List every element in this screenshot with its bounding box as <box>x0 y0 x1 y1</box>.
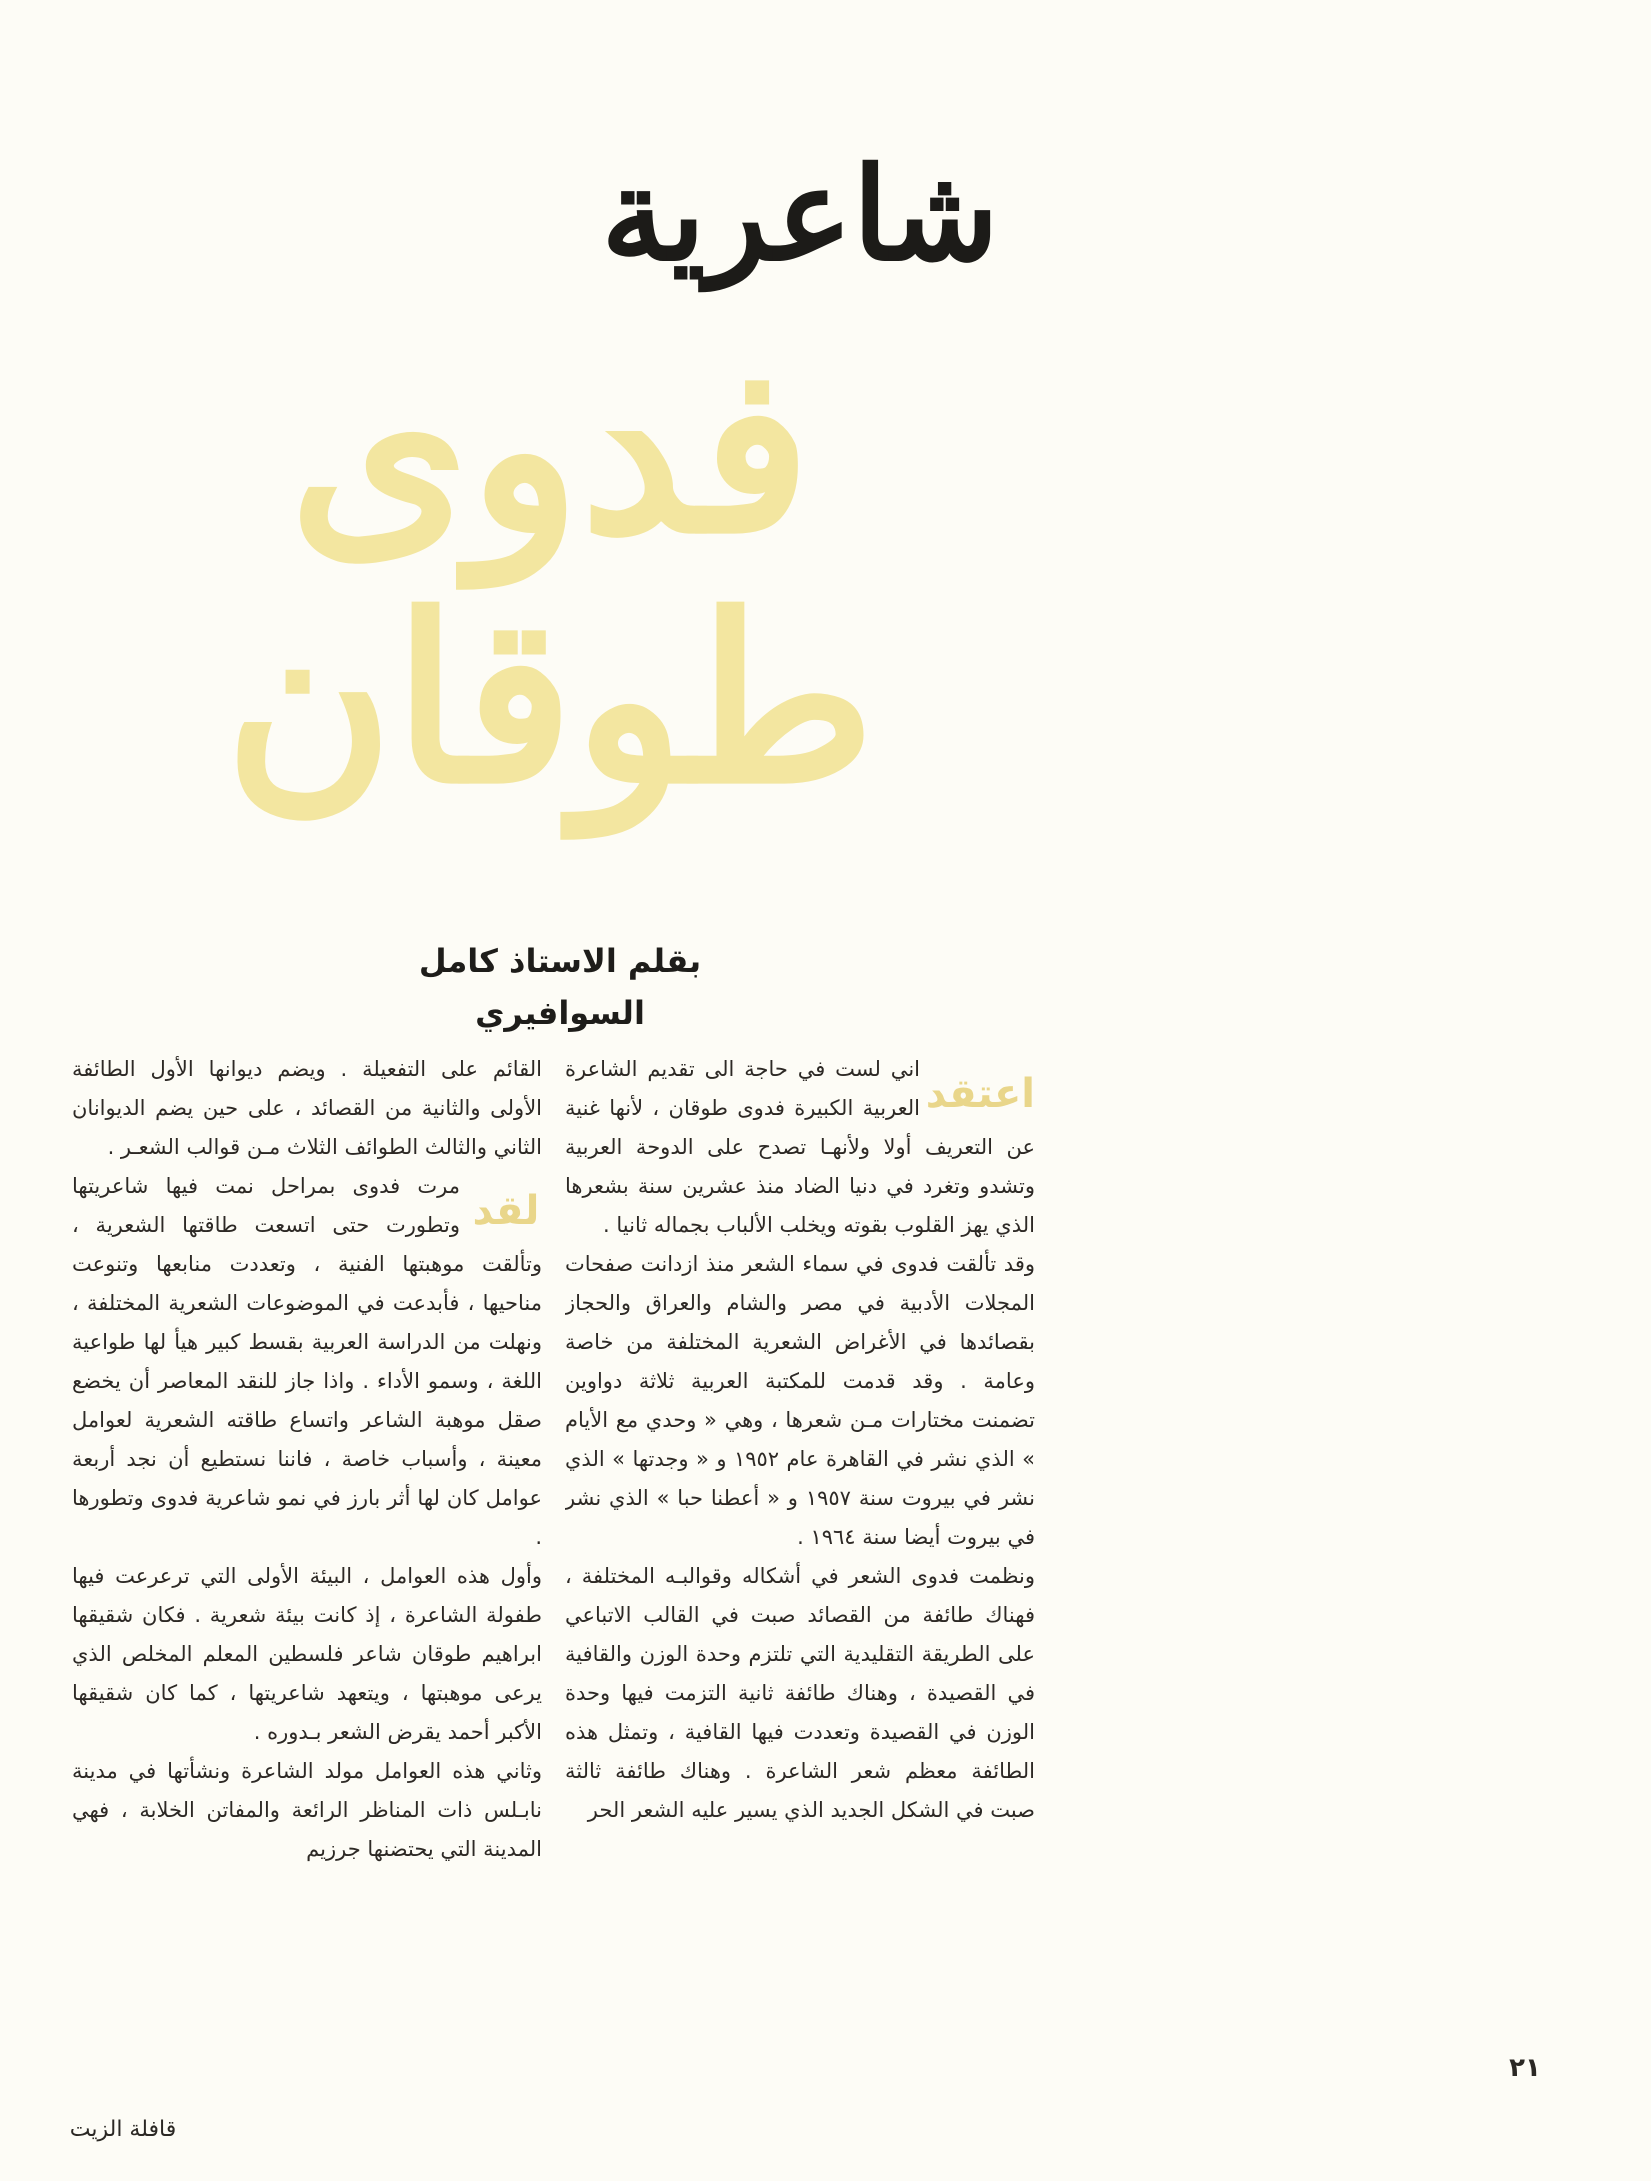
article-column-left <box>72 1050 542 2035</box>
page-number: ٢١ <box>1509 2053 1541 2083</box>
paragraph: القائم على التفعيلة . ويضم ديوانها الأول الطائفة الأولى والثانية من القصائد ، على حين يضم الديوانان الثاني والثالث الطوائف الثلاث مـن قوالب الشعـر . <box>72 1057 542 1159</box>
byline: بقلم الاستاذ كامل السوافيري <box>418 942 702 1032</box>
title-name-line2: طوقان <box>224 565 876 835</box>
article-column-right <box>565 1050 1035 2035</box>
paragraph: وأول هذه العوامل ، البيئة الأولى التي ترعرعت فيها طفولة الشاعرة ، إذ كانت بيئة شعرية . فكان شقيقها ابراهيم طوقان شاعر فلسطين المعلم المخلص الذي يرعى موهبتها ، ويتعهد شاعريتها ، كما كان شقيقها الأكبر أحمد يقرض الشعر بـدوره . <box>72 1564 542 1744</box>
paragraph: مرت فدوى بمراحل نمت فيها شاعريتها وتطورت حتى اتسعت طاقتها الشعرية ، وتألقت موهبتها الفنية ، وتعددت منابعها وتنوعت مناحيها ، فأبدعت في الموضوعات الشعرية المختلفة ، ونهلت من الدراسة العربية بقسط كبير هيأ لها طواعية اللغة ، وسمو الأداء . واذا جاز للنقد المعاصر أن يخضع صقل موهبة الشاعر واتساع طاقته الشعرية لعوامل معينة ، وأسباب خاصة ، فاننا نستطيع أن نجد أربعة عوامل كان لها أثر بارز في نمو شاعرية فدوى وتطورها . <box>72 1174 542 1549</box>
magazine-name: قافلة الزيت <box>69 2117 177 2142</box>
drop-word-right: اعتقد <box>925 1071 1035 1117</box>
drop-word-left: لقد <box>472 1188 540 1234</box>
title-name-line1: فدوى <box>289 315 811 585</box>
paragraph: اني لست في حاجة الى تقديم الشاعرة العربية الكبيرة فدوى طوقان ، لأنها غنية عن التعريف أولا ولأنهـا تصدح على الدوحة العربية وتشدو وتغرد في دنيا الضاد منذ عشرين سنة بشعرها الذي يهز القلوب بقوته ويخلب الألباب بجماله ثانيا . <box>565 1057 1035 1237</box>
paragraph: وثاني هذه العوامل مولد الشاعرة ونشأتها في مدينة نابـلس ذات المناظر الرائعة والمفاتن الخلابة ، فهي المدينة التي يحتضنها جرزيم <box>72 1759 542 1861</box>
paragraph: ونظمت فدوى الشعر في أشكاله وقوالبـه المختلفة ، فهناك طائفة من القصائد صبت في القالب الاتباعي على الطريقة التقليدية التي تلتزم وحدة الوزن والقافية في القصيدة ، وهناك طائفة ثانية التزمت فيها وحدة الوزن في القصيدة وتعددت فيها القافية ، وتمثل هذه الطائفة معظم شعر الشاعرة . وهناك طائفة ثالثة صبت في الشكل الجديد الذي يسير عليه الشعر الحر <box>565 1564 1035 1822</box>
title-main: شاعرية <box>601 140 999 290</box>
paragraph: وقد تألقت فدوى في سماء الشعر منذ ازدانت صفحات المجلات الأدبية في مصر والشام والعراق والحجاز بقصائدها في الأغراض الشعرية المختلفة من خاصة وعامة . وقد قدمت للمكتبة العربية ثلاثة دواوين تضمنت مختارات مـن شعرها ، وهي « وحدي مع الأيام » الذي نشر في القاهرة عام ١٩٥٢ و « وجدتها » الذي نشر في بيروت سنة ١٩٥٧ و « أعطنا حبا » الذي نشر في بيروت أيضا سنة ١٩٦٤ . <box>565 1252 1035 1549</box>
